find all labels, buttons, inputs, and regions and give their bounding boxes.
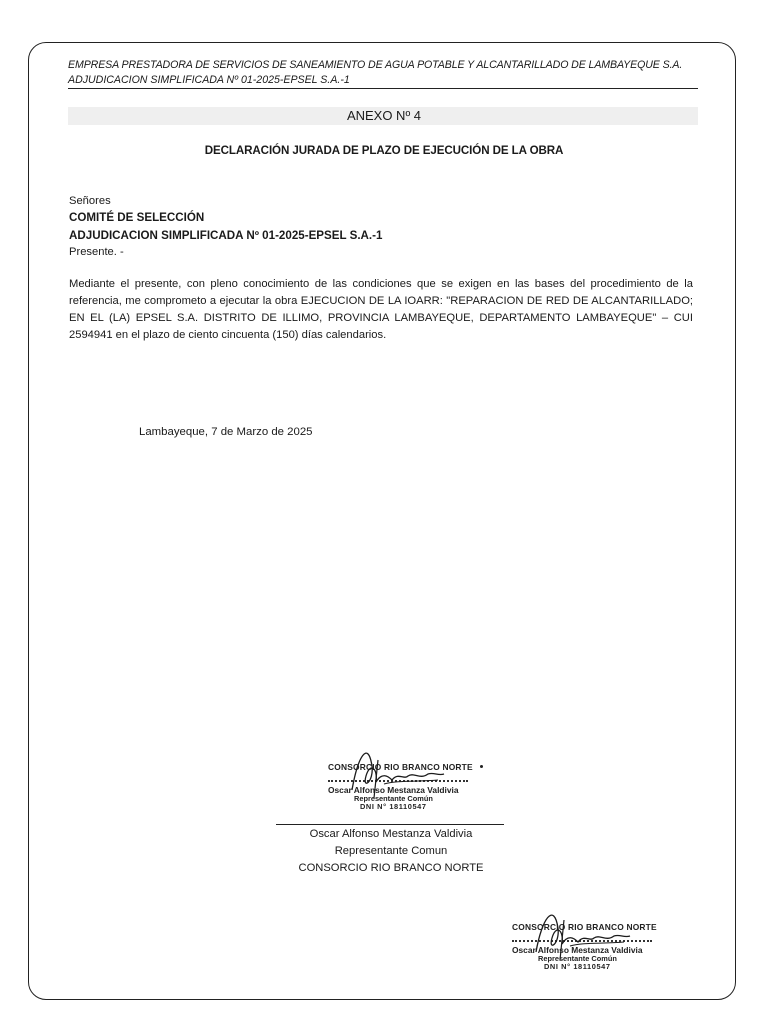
handwritten-signature-icon <box>532 906 642 966</box>
stamp-role: Representante Común <box>354 794 433 803</box>
stamp-name: Oscar Alfonso Mestanza Valdivia <box>328 785 459 795</box>
document-title: DECLARACIÓN JURADA DE PLAZO DE EJECUCIÓN DE LA OBRA <box>204 144 564 157</box>
header-process: ADJUDICACION SIMPLIFICADA Nº 01-2025-EPSEL S.A.-1 <box>68 74 350 86</box>
presente-line: Presente. - <box>69 246 124 258</box>
stamp-org: CONSORCIO RIO BRANCO NORTE <box>512 922 657 932</box>
stamp-role: Representante Común <box>538 954 617 963</box>
declaration-body: Mediante el presente, con pleno conocimiento de las condiciones que se exigen en las bases del procedimiento de la referencia, me comprometo a ejecutar la obra EJECUCION DE LA IOARR: "REPARACION DE RED DE ALCANTARILLADO; EN EL (LA) EPSEL S.A. DISTRITO DE ILLIMO, PROVINCIA LAMBAYEQUE, DEPARTAMENTO LAMBAYEQUE" – CUI 2594941 en el plazo de ciento cincuenta (150) días calendarios. <box>69 278 693 341</box>
signature-line <box>276 824 504 825</box>
company-stamp-primary <box>328 752 518 822</box>
header-divider <box>68 88 698 89</box>
salutation: Señores <box>69 195 111 207</box>
header-company: EMPRESA PRESTADORA DE SERVICIOS DE SANEAMIENTO DE AGUA POTABLE Y ALCANTARILLADO DE LAMBAYEQUE S.A. <box>68 59 683 71</box>
annex-title: ANEXO Nº 4 <box>346 108 422 123</box>
signer-name: Oscar Alfonso Mestanza Valdivia <box>309 828 473 840</box>
stamp-dni: DNI N° 18110547 <box>544 962 611 971</box>
signer-org: CONSORCIO RIO BRANCO NORTE <box>298 862 484 874</box>
place-date: Lambayeque, 7 de Marzo de 2025 <box>139 426 313 438</box>
stamp-name: Oscar Alfonso Mestanza Valdivia <box>512 945 643 955</box>
committee-name: COMITÉ DE SELECCIÓN <box>69 211 205 224</box>
signer-role: Representante Comun <box>334 845 448 857</box>
process-name: ADJUDICACION SIMPLIFICADA Nº 01-2025-EPSEL S.A.-1 <box>69 229 383 242</box>
stray-mark <box>480 765 483 768</box>
stamp-org: CONSORCIO RIO BRANCO NORTE <box>328 762 473 772</box>
stamp-dni: DNI N° 18110547 <box>360 802 427 811</box>
company-stamp-secondary <box>512 912 702 982</box>
handwritten-signature-icon <box>348 746 458 806</box>
